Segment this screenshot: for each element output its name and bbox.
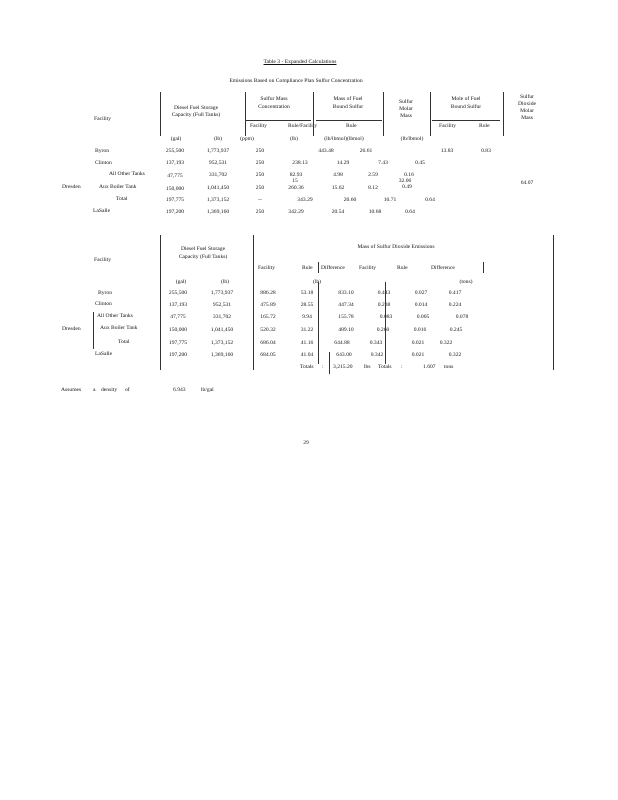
t2-row-aux-boiler-capacity: 150,000 (168, 327, 188, 333)
t1-column-divider (503, 92, 504, 136)
t1-row-total-facility: 343.29 (297, 197, 313, 203)
t1-row-clinton-mass-rule: 7.43 (378, 160, 388, 166)
t1-row-byron-lb: 1,773,937 (206, 148, 230, 154)
t1-row-aux-boiler-capacity: 150,000 (165, 186, 185, 192)
t1-row-clinton-name: Clinton (95, 160, 112, 166)
t2-row-byron-rule-lb: 53.18 (300, 290, 314, 296)
t2-totals-colon-tons: : (401, 364, 403, 370)
t1-row-byron-mole-facility: 13.83 (440, 148, 454, 154)
t1-row-lasalle-name: LaSalle (93, 208, 111, 214)
t1-row-byron-mole-rule: 0.83 (481, 148, 491, 154)
footnote-assumes: Assumes (61, 387, 82, 393)
t2-row-clinton-facility-lb: 475.89 (260, 302, 276, 308)
t2-totals-lbs-unit: lbs (364, 364, 371, 370)
t1-header-mass-fuel-2: Bound Sulfur (332, 104, 364, 110)
t2-row-aux-boiler-lb: 1,041,450 (210, 327, 234, 333)
t1-header-rule (245, 120, 311, 121)
t2-subheader-rule-lb: Rule (302, 265, 313, 271)
t2-row-byron-difference-tons: 0.417 (448, 290, 462, 296)
t2-totals-tons-unit: tons (444, 364, 454, 370)
t1-header-so2-2: Dioxide (517, 101, 537, 107)
t1-overlap-fragment: 15 (292, 178, 298, 184)
t1-row-byron-mass-facility: 443.48 (318, 148, 334, 154)
t2-row-lasalle-facility-lb: 684.05 (260, 352, 276, 358)
t1-row-other-tanks-capacity: 47,775 (167, 173, 183, 179)
t2-unit-tons: (tons) (459, 279, 473, 285)
t1-header-mole-fuel-1: Mole of Fuel (451, 96, 481, 102)
t1-row-total-name: Total (116, 196, 128, 202)
t2-totals-label-lbs: Totals (300, 364, 314, 370)
t2-row-lasalle-lb: 1,369,160 (210, 352, 234, 358)
t1-row-lasalle-molar: 0.64 (405, 209, 415, 215)
t1-row-total-molar: 0.64 (425, 197, 435, 203)
footnote-density-value: 6.943 (173, 387, 186, 393)
t1-header-molar-1: Sulfur (399, 99, 413, 105)
table-subtitle: Emissions Based on Compliance Plan Sulfur Concentration (229, 78, 363, 84)
t2-row-clinton-facility-tons: 0.238 (377, 302, 391, 308)
t1-header-sulfur-conc-2: Concentration (258, 104, 290, 110)
t2-row-other-tanks-difference-lb: 155.78 (338, 314, 354, 320)
t1-row-lasalle-ppm: 250 (255, 209, 265, 215)
t2-row-aux-boiler-difference-lb: 489.10 (338, 327, 354, 333)
t1-row-total-capacity: 197,775 (165, 197, 185, 203)
t1-subheader-facility-2: Facility (439, 123, 457, 129)
t2-row-aux-boiler-facility-lb: 520.32 (260, 327, 276, 333)
t1-column-divider (313, 92, 314, 136)
t2-row-other-tanks-rule-tons: 0.005 (416, 314, 430, 320)
t1-header-diesel-1: Diesel Fuel Storage (173, 105, 219, 111)
t2-subheader-facility-lb: Facility (258, 265, 276, 271)
t1-row-other-tanks-mass-rule: 2.59 (368, 172, 378, 178)
t2-row-byron-name: Byron (98, 290, 112, 296)
t2-row-other-tanks-name: All Other Tanks (97, 313, 133, 319)
t1-row-clinton-capacity: 137,193 (165, 160, 185, 166)
t2-row-total-facility-tons: 0.343 (369, 340, 383, 346)
t1-row-aux-boiler-molar: 0.49 (402, 184, 412, 190)
t2-subheader-facility-tons: Facility (359, 265, 377, 271)
t2-row-clinton-capacity: 137,193 (168, 302, 188, 308)
t1-subheader-rule-2: Rule (479, 123, 490, 129)
t1-unit-lb: (lb) (213, 136, 223, 142)
t1-unit-ppm: (ppm) (240, 136, 254, 142)
t2-row-lasalle-capacity: 197,200 (168, 352, 188, 358)
t1-row-aux-boiler-mass-facility: 15.62 (331, 185, 345, 191)
t2-row-other-tanks-facility-tons: 0.083 (379, 314, 393, 320)
t1-row-clinton-lb: 952,531 (208, 160, 228, 166)
footnote-a: a (93, 387, 96, 393)
t1-row-other-tanks-lb: 331,702 (208, 172, 228, 178)
t2-row-byron-facility-lb: 886.28 (260, 290, 276, 296)
t1-header-mole-fuel-2: Bound Sulfur (450, 104, 482, 110)
t1-sulfur-molar-mass-value: 32.06 (398, 178, 412, 184)
t2-row-byron-facility-tons: 0.443 (377, 290, 391, 296)
t2-unit-lb: (lb) (220, 279, 230, 285)
t2-subheader-difference-tons: Difference (431, 265, 455, 271)
t1-row-other-tanks-facility: 82.93 (289, 172, 303, 178)
t2-row-total-facility-lb: 686.04 (260, 340, 276, 346)
t2-totals-label-tons: Totals (378, 364, 392, 370)
t1-row-lasalle-lb: 1,369,160 (206, 209, 230, 215)
t2-row-other-tanks-difference-tons: 0.078 (455, 314, 469, 320)
t2-totals-colon-lbs: : (322, 364, 324, 370)
t2-row-total-lb: 1,373,152 (210, 340, 234, 346)
t2-unit-lb-2: (lb) (312, 279, 322, 285)
t2-row-lasalle-name: LaSalle (95, 351, 113, 357)
t1-header-so2-3: Molar (520, 108, 534, 114)
t2-row-total-capacity: 197,775 (168, 340, 188, 346)
t2-row-total-rule-tons: 0.021 (411, 340, 425, 346)
t1-row-lasalle-mass-rule: 10.68 (368, 209, 382, 215)
t1-row-other-tanks-name: All Other Tanks (109, 171, 145, 177)
t1-row-clinton-ppm: 250 (255, 160, 265, 166)
t2-totals-lbs-value: 3,215.20 (333, 364, 353, 370)
t1-unit-lbmol: (lb/lbmol)(lbmol) (324, 136, 364, 142)
t2-row-lasalle-facility-tons: 0.342 (370, 352, 384, 358)
t1-column-divider (160, 92, 161, 136)
t2-row-aux-boiler-difference-tons: 0.245 (449, 327, 463, 333)
t2-cell-divider (329, 352, 330, 374)
t2-row-total-name: Total (118, 339, 130, 345)
t1-row-total-mass-facility: 20.60 (343, 197, 357, 203)
t1-row-aux-boiler-lb: 1,041,450 (206, 185, 230, 191)
t1-so2-molar-mass-value: 64.07 (520, 180, 534, 186)
t1-header-mass-fuel-1: Mass of Fuel (333, 96, 363, 102)
t1-row-lasalle-mass-facility: 20.54 (331, 209, 345, 215)
t1-header-so2-1: Sulfur (520, 94, 534, 100)
t1-row-other-tanks-ppm: 250 (255, 172, 265, 178)
table-title: Table 3 - Expanded Calculations (263, 59, 337, 65)
t2-row-aux-boiler-facility-tons: 0.260 (376, 327, 390, 333)
footnote-unit: lb/gal (201, 387, 214, 393)
t2-row-clinton-difference-lb: 447.34 (338, 302, 354, 308)
t2-column-divider (253, 235, 254, 370)
t1-header-rule (316, 120, 382, 121)
t1-row-aux-boiler-name: Aux Boiler Tank (99, 184, 137, 190)
t2-row-clinton-rule-lb: 28.55 (300, 302, 314, 308)
t2-row-other-tanks-rule-lb: 9.94 (302, 314, 312, 320)
t1-header-molar-3: Mass (400, 113, 412, 119)
t1-header-molar-2: Molar (399, 106, 413, 112)
t1-row-other-tanks-molar: 0.16 (404, 172, 414, 178)
t1-column-divider (383, 92, 384, 136)
t2-cell-divider (483, 262, 484, 273)
t1-row-other-tanks-mass-facility: 4.98 (333, 172, 343, 178)
t2-row-other-tanks-lb: 331,702 (212, 314, 232, 320)
t2-row-total-rule-lb: 41.16 (300, 340, 314, 346)
t1-row-byron-mass-rule: 26.61 (359, 148, 373, 154)
t1-row-aux-boiler-ppm: 250 (255, 185, 265, 191)
t1-unit-gal: (gal) (170, 136, 182, 142)
t1-row-total-mass-rule: 10.71 (383, 197, 397, 203)
t1-dresden-label: Dresden (62, 184, 81, 190)
t2-dresden-bracket (93, 312, 94, 349)
t2-row-aux-boiler-name: Aux Boiler Tank (100, 325, 138, 331)
t1-row-clinton-molar: 0.45 (415, 160, 425, 166)
t2-column-divider (553, 235, 554, 370)
t2-header-facility: Facility (94, 257, 112, 263)
t2-header-mass-so2: Mass of Sulfur Dioxide Emissions (357, 244, 435, 250)
t2-row-total-difference-tons: 0.322 (439, 340, 453, 346)
t2-row-clinton-name: Clinton (95, 301, 112, 307)
t2-row-lasalle-difference-lb: 643.00 (336, 352, 352, 358)
page-number: 29 (303, 440, 309, 446)
t2-row-other-tanks-facility-lb: 165.72 (260, 314, 276, 320)
t1-column-divider (245, 92, 246, 136)
t2-row-other-tanks-capacity: 47,775 (170, 314, 186, 320)
t2-row-clinton-lb: 952,531 (212, 302, 232, 308)
t1-header-rule (432, 120, 500, 121)
t2-row-clinton-difference-tons: 0.224 (448, 302, 462, 308)
t1-row-clinton-facility: 238.13 (292, 160, 308, 166)
t2-row-aux-boiler-rule-lb: 31.22 (300, 327, 314, 333)
t2-row-clinton-rule-tons: 0.014 (414, 302, 428, 308)
t1-row-byron-ppm: 250 (255, 148, 265, 154)
t1-subheader-facility: Facility (250, 123, 268, 129)
t2-row-aux-boiler-rule-tons: 0.016 (413, 327, 427, 333)
t1-row-lasalle-facility: 342.29 (288, 209, 304, 215)
footnote-of: of (125, 387, 130, 393)
t2-cell-divider (318, 262, 319, 273)
t2-column-divider (160, 235, 161, 370)
t2-unit-gal: (gal) (175, 279, 187, 285)
t2-header-diesel-1: Diesel Fuel Storage (180, 246, 226, 252)
t1-row-byron-name: Byron (95, 148, 109, 154)
t2-cell-divider (385, 282, 386, 364)
t1-row-aux-boiler-mass-rule: 8.12 (368, 185, 378, 191)
t2-subheader-rule-tons: Rule (397, 265, 408, 271)
t1-row-total-ppm: -- (258, 197, 262, 203)
t2-row-lasalle-rule-tons: 0.021 (411, 352, 425, 358)
t1-row-aux-boiler-facility: 260.36 (288, 185, 304, 191)
t1-subheader-rule-facility: Rule/Facility (288, 123, 318, 129)
t2-row-lasalle-difference-tons: 0.322 (448, 352, 462, 358)
t2-row-byron-rule-tons: 0.027 (414, 290, 428, 296)
t2-row-lasalle-rule-lb: 41.04 (300, 352, 314, 358)
t2-row-byron-difference-lb: 833.10 (338, 290, 354, 296)
t1-column-divider (430, 92, 431, 136)
footnote-density: density (101, 387, 118, 393)
t1-unit-lb-2: (lb) (289, 136, 299, 142)
t1-row-total-lb: 1,373,152 (206, 197, 230, 203)
t1-header-facility: Facility (94, 116, 112, 122)
t1-row-clinton-mass-facility: 14.29 (336, 160, 350, 166)
t1-subheader-rule: Rule (346, 123, 357, 129)
t2-subheader-difference-lb: Difference (321, 265, 345, 271)
t1-row-lasalle-capacity: 197,200 (165, 209, 185, 215)
t1-unit-lbmol-2: (lb/lbmol) (400, 136, 424, 142)
t2-totals-tons-value: 1.607 (423, 364, 436, 370)
t1-row-byron-capacity: 255,500 (165, 148, 185, 154)
t2-row-total-difference-lb: 644.88 (334, 340, 350, 346)
t2-row-byron-capacity: 255,500 (168, 290, 188, 296)
t1-header-sulfur-conc-1: Sulfur Mass (260, 96, 288, 102)
t1-header-diesel-2: Capacity (Full Tanks) (171, 112, 221, 118)
t1-header-so2-4: Mass (521, 115, 533, 121)
t2-header-diesel-2: Capacity (Full Tanks) (178, 254, 228, 260)
t2-cell-divider (318, 282, 319, 364)
t2-row-byron-lb: 1,773,937 (210, 290, 234, 296)
t2-dresden-label: Dresden (62, 326, 81, 332)
